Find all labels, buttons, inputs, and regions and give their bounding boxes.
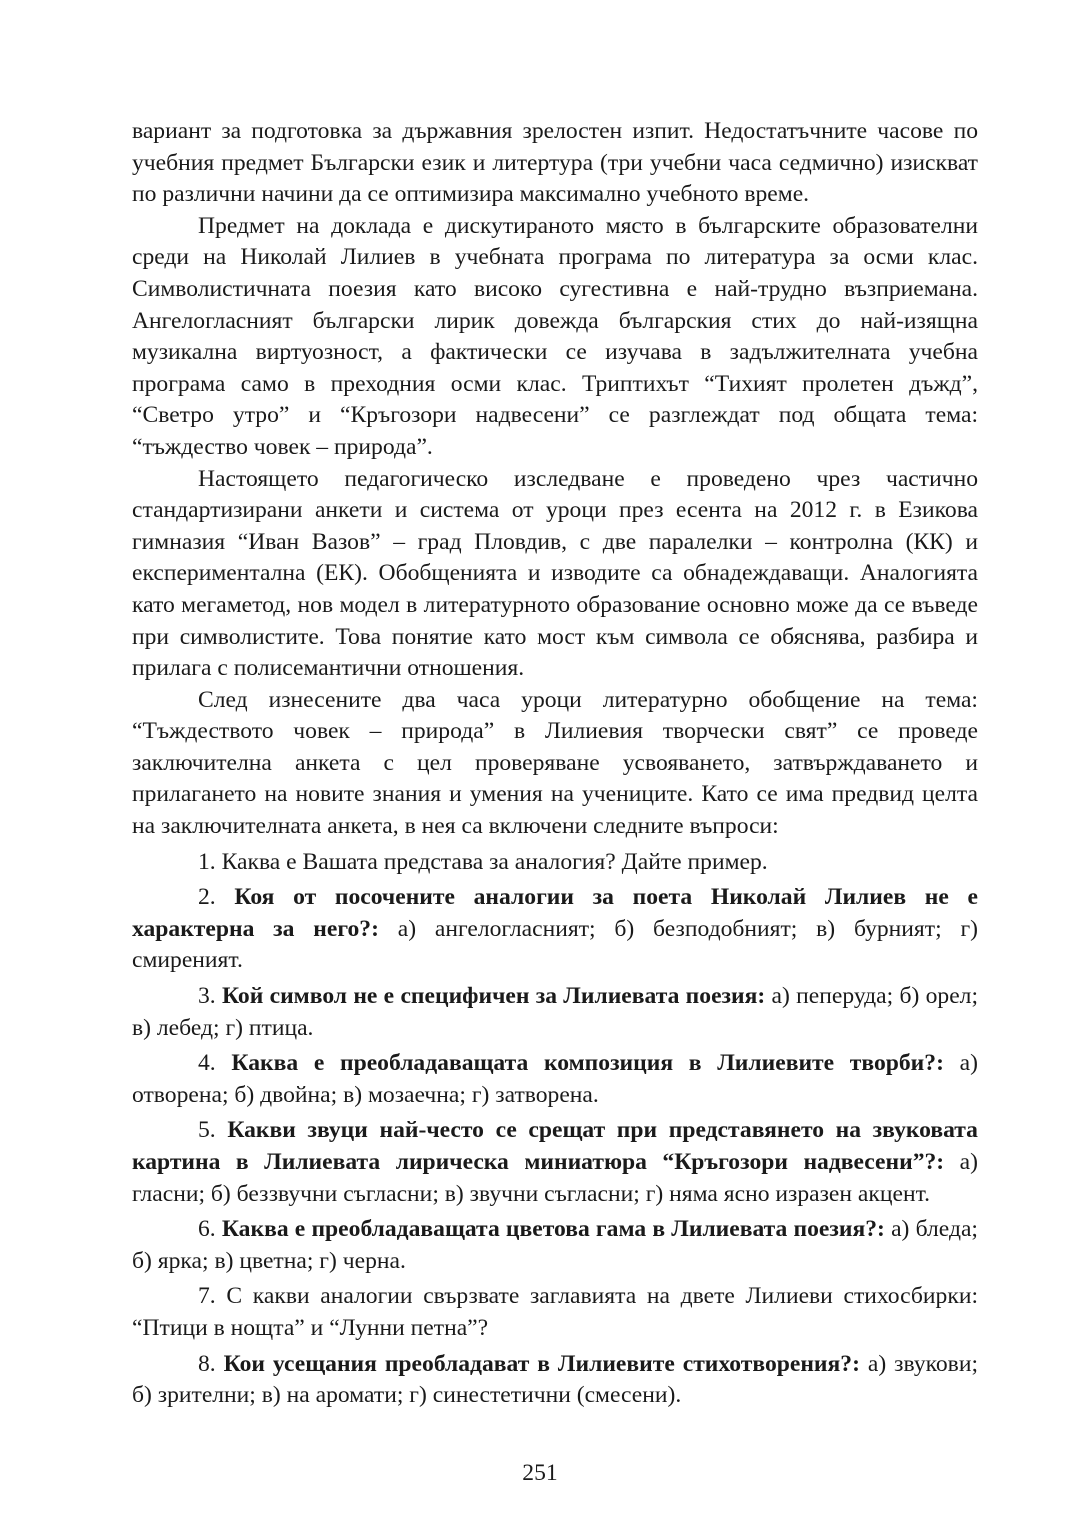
question-bold-text: Коя от посочените аналогии за поета Николай Лилиев не е характерна за него?:: [132, 884, 978, 942]
question-options: а) отворена; б) двойна; в) мозаечна; г) затворена.: [132, 1050, 978, 1108]
question-bold-text: Кой символ не е специфичен за Лилиевата поезия:: [222, 983, 766, 1010]
question-number: 8.: [198, 1350, 216, 1377]
question-bold-text: Каква е преобладаващата композиция в Лилиевите творби?:: [231, 1050, 944, 1077]
question-number: 3.: [198, 983, 216, 1010]
question-6: [132, 1214, 978, 1277]
question-number: 6.: [198, 1216, 216, 1243]
question-bold-text: Каква е преобладаващата цветова гама в Лилиевата поезия?:: [221, 1216, 885, 1243]
question-number: 7.: [198, 1283, 216, 1310]
question-options: а) бледа; б) ярка; в) цветна; г) черна.: [132, 1216, 978, 1274]
question-number: 2.: [198, 884, 216, 911]
question-options: а) гласни; б) беззвучни съгласни; в) звучни съгласни; г) няма ясно изразен акцент.: [132, 1149, 978, 1207]
question-number: 4.: [198, 1050, 216, 1077]
body-text: [132, 116, 978, 1412]
page-number: 251: [522, 1460, 558, 1486]
question-8: [132, 1349, 978, 1412]
paragraph-continuation: вариант за подготовка за държавния зрелостен изпит. Недостатъчните часове по учебния предмет Български език и литертура (три учебни часа седмично) изискват по различни начини да се оптимизира максимално учебното време.: [132, 118, 978, 208]
question-1: [132, 847, 978, 879]
question-4: [132, 1048, 978, 1111]
paragraph-survey-intro: След изнесените два часа уроци литературно обобщение на тема: “Тъждеството човек – природа” в Лилиевия творчески свят” се проведе заключителна анкета с цел проверяване усвояването, затвърждаването и прилагането на новите знания и умения на учениците. Като се има предвид целта на заключителната анкета, в нея са включени следните въпроси:: [132, 686, 978, 840]
question-bold-text: Какви звуци най-често се срещат при представянето на звуковата картина в Лилиевата лирическа миниатюра “Кръгозори надвесени”?:: [132, 1117, 978, 1175]
question-number: 1.: [198, 848, 216, 875]
question-options: а) ангелогласният; б) безподобният; в) бурният; г) смиреният.: [132, 915, 978, 974]
question-7: [132, 1281, 978, 1344]
question-options: а) пеперуда; б) орел; в) лебед; г) птица.: [132, 983, 978, 1041]
paragraph-subject: Предмет на доклада е дискутираното място в българските образователни среди на Николай Лилиев в учебната програма по литература за осми клас. Символистичната поезия като високо сугестивна е най-трудно възприемана. Ангелогласният български лирик довежда българския стих до най-изящна музикална виртуозност, а фактически се изучава в задължителната учебна програма само в преходния осми клас. Триптихът “Тихият пролетен дъжд”, “Светро утро” и “Кръгозори надвесени” се разглеждат под общата тема: “тъждество човек – природа”.: [132, 212, 978, 460]
question-text: Каква е Вашата представа за аналогия? Дайте пример.: [221, 848, 768, 875]
question-number: 5.: [198, 1117, 216, 1144]
question-text: С какви аналогии свързвате заглавията на двете Лилиеви стихосбирки: “Птици в нощта” и “Лунни петна”?: [132, 1283, 978, 1341]
question-bold-text: Кои усещания преобладават в Лилиевите стихотворения?:: [223, 1350, 860, 1377]
question-3: [132, 981, 978, 1044]
question-5: [132, 1115, 978, 1210]
paragraph-research: Настоящето педагогическо изследване е проведено чрез частично стандартизирани анкети и система от уроци през есента на 2012 г. в Езикова гимназия “Иван Вазов” – град Пловдив, с две паралелки – контролна (КК) и експериментална (ЕК). Обобщенията и изводите са обнадеждаващи. Аналогията като мегаметод, нов модел в литературното образование основно може да се въведе при символистите. Това понятие като мост към символа се обяснява, разбира и прилага с полисемантични отношения.: [132, 465, 978, 682]
question-2: [132, 882, 978, 977]
question-options: а) звукови; б) зрителни; в) на аромати; г) синестетични (смесени).: [132, 1350, 979, 1409]
